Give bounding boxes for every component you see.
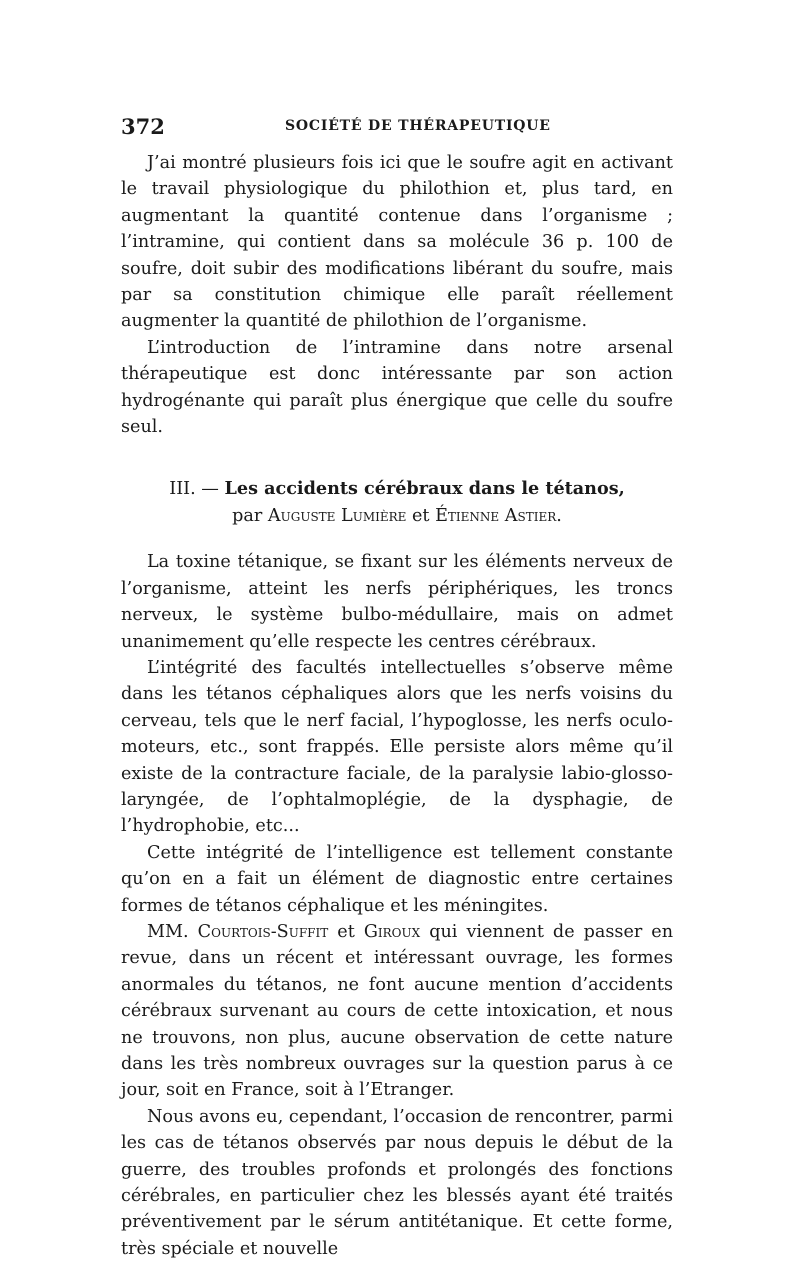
section-heading: Les accidents cérébraux dans le tétanos, [224, 478, 625, 500]
paragraph-integrity: L’intégrité des facultés intellectuelles s’observe même dans les tétanos céphaliques alors que les nerfs voisins du cerveau, tels que le nerf facial, l’hypoglosse, les nerfs oculo-moteurs, etc., sont frappés. Elle persiste alors même qu’il existe de la contracture faciale, de la paralysie labio-glosso-laryngée, de l’ophtalmoplégie, de la dysphagie, de l’hydrophobie, etc... [121, 657, 673, 837]
author-name: Giroux [363, 921, 421, 942]
page-header [121, 114, 681, 140]
section-number: III. — [169, 479, 219, 500]
page-number: 372 [121, 114, 165, 139]
byline-prefix: par [232, 505, 263, 526]
review-text: qui viennent de passer en revue, dans un récent et intéressant ouvrage, les formes anormales du tétanos, ne font aucune mention d’accidents cérébraux survenant au cours de cette intoxication, et nous ne trouvons, non plus, aucune observation de cette nature dans les très nombreux ouvrages sur la question parus à ce jour, soit en France, soit à l’Etranger. [121, 921, 674, 1101]
paragraph-diagnosis: Cette intégrité de l’intelligence est tellement constante qu’on en a fait un élément de diagnostic entre certaines formes de tétanos céphalique et les méningites. [121, 842, 673, 916]
section-byline [121, 503, 673, 529]
running-head: SOCIÉTÉ DE THÉRAPEUTIQUE [285, 118, 551, 134]
paragraph-review [121, 919, 673, 1104]
paragraph-sulfur: J’ai montré plusieurs fois ici que le soufre agit en activant le travail physiologique du philothion et, plus tard, en augmentant la quantité contenue dans l’organisme ; l’intramine, qui contient dans sa molécule 36 p. 100 de soufre, doit subir des modifications libérant du soufre, mais par sa constitution chimique elle paraît réellement augmenter la quantité de philothion de l’organisme. [121, 153, 673, 332]
page-body [121, 150, 673, 1262]
paragraph-observations: Nous avons eu, cependant, l’occasion de rencontrer, parmi les cas de tétanos observés par nous depuis le début de la guerre, des troubles profonds et prolongés des fonctions cérébrales, en particulier chez les blessés ayant été traités préventivement par le sérum antitétanique. Et cette forme, très spéciale et nouvelle [121, 1106, 673, 1259]
author-name: Auguste Lumière [267, 505, 407, 526]
author-name: Étienne Astier. [435, 505, 562, 526]
paragraph-toxin: La toxine tétanique, se fixant sur les éléments nerveux de l’organisme, atteint les nerfs périphériques, les troncs nerveux, le système bulbo-médullaire, mais on admet unanimement qu’elle respecte les centres cérébraux. [121, 552, 673, 652]
review-and: et [337, 921, 355, 942]
section-title [121, 476, 673, 502]
paragraph-intramine: L’introduction de l’intramine dans notre arsenal thérapeutique est donc intéressante par son action hydrogénante qui paraît plus énergique que celle du soufre seul. [121, 337, 673, 438]
byline-and: et [412, 505, 430, 526]
author-name: Courtois-Suffit [197, 921, 329, 942]
review-prefix: MM. [147, 921, 189, 942]
